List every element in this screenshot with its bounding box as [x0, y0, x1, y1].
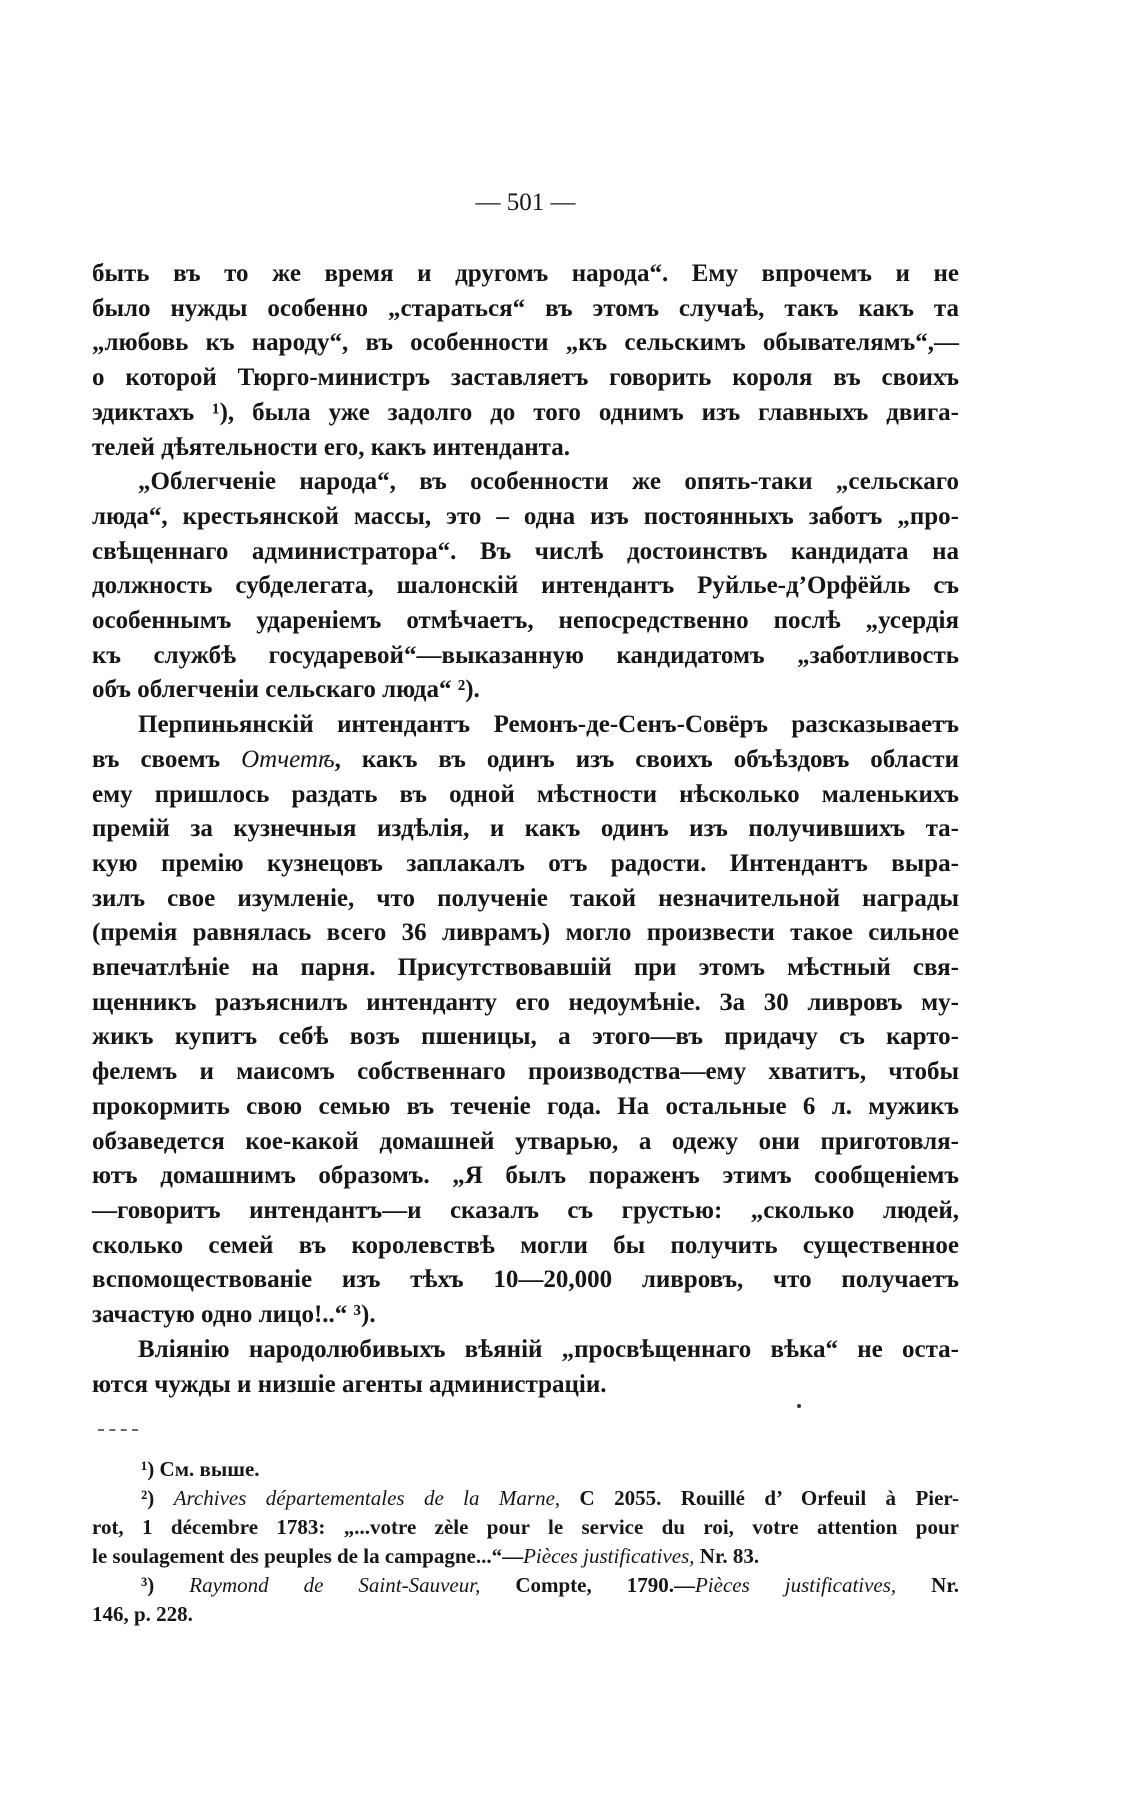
text-line	[92, 673, 959, 708]
footnote-line	[92, 1571, 959, 1600]
text-run: впечатлѣніе на парня. Присутствовавшій при этомъ мѣстный свя-	[92, 954, 959, 982]
text-line	[92, 1333, 959, 1368]
text-line	[92, 1020, 959, 1055]
italic-text: Raymond de Saint-Sauveur,	[189, 1573, 481, 1597]
footnote-line	[92, 1542, 959, 1571]
text-line	[92, 708, 959, 743]
text-run: люда“, крестьянской массы, это – одна изъ постоянныхъ заботъ „про-	[92, 502, 959, 530]
ink-speck	[797, 1404, 801, 1408]
text-run: телей дѣятельности его, какъ интенданта.	[92, 433, 570, 461]
text-run: щенникъ разъяснилъ интенданту его недоумѣніе. За 30 ливровъ му-	[92, 988, 959, 1016]
italic-text: Pièces justificatives,	[523, 1544, 695, 1568]
text-line	[92, 986, 959, 1021]
text-run: , какъ въ одинъ изъ своихъ объѣздовъ области	[334, 745, 959, 773]
text-line	[92, 1159, 959, 1194]
text-run: Nr. 83.	[694, 1544, 760, 1568]
footnote	[92, 1455, 959, 1484]
text-line	[92, 569, 959, 604]
text-run: Перпиньянскій интендантъ Ремонъ-де-Сенъ-Совёръ разсказываетъ	[138, 711, 959, 739]
text-line	[92, 396, 959, 431]
text-line	[92, 951, 959, 986]
footnote-line	[92, 1455, 959, 1484]
text-run: „Облегченіе народа“, въ особенности же опять-таки „сельскаго	[138, 468, 959, 496]
text-line	[92, 292, 959, 327]
text-line	[92, 1090, 959, 1125]
italic-text: Pièces justificatives,	[694, 1573, 897, 1597]
text-run: жикъ купитъ себѣ возъ пшеницы, а этого—въ придачу съ карто-	[92, 1023, 959, 1051]
text-line	[92, 812, 959, 847]
text-run: обзаведется кое-какой домашней утварью, а одежу они приготовля-	[92, 1127, 959, 1155]
text-run: 146, p. 228.	[92, 1602, 193, 1626]
text-run: ему пришлось раздать въ одной мѣстности нѣсколько маленькихъ	[92, 780, 959, 808]
text-line	[92, 916, 959, 951]
paragraph	[92, 257, 959, 465]
text-run: зилъ свое изумленіе, что полученіе такой незначительной награды	[92, 884, 959, 912]
text-run: ²)	[141, 1486, 174, 1510]
text-run: премій за кузнечныя издѣлія, и какъ одинъ изъ получившихъ та-	[92, 815, 959, 843]
text-run: эдиктахъ ¹), была уже задолго до того однимъ изъ главныхъ двига-	[92, 398, 959, 426]
text-line	[92, 1229, 959, 1264]
text-run: должность субделегата, шалонскій интендантъ Руйлье-д’Орфёйль съ	[92, 572, 959, 600]
text-run: свѣщеннаго администратора“. Въ числѣ достоинствъ кандидата на	[92, 537, 959, 565]
text-line	[92, 326, 959, 361]
text-run: ³)	[141, 1573, 190, 1597]
text-run: объ облегченіи сельскаго люда“ ²).	[92, 676, 480, 704]
footnote	[92, 1484, 959, 1571]
footnotes	[92, 1455, 959, 1629]
text-run: rot, 1 décembre 1783: „...votre zèle pour le service du roi, votre attention pour	[92, 1515, 959, 1539]
text-line	[92, 361, 959, 396]
paragraph	[92, 465, 959, 708]
text-run: фелемъ и маисомъ собственнаго производства—ему хватитъ, чтобы	[92, 1058, 959, 1086]
text-run: о которой Тюрго-министръ заставляетъ говорить короля въ своихъ	[92, 364, 959, 392]
footnote	[92, 1571, 959, 1629]
body-text	[92, 257, 959, 1402]
text-line	[92, 1298, 959, 1333]
text-line	[92, 1194, 959, 1229]
text-run: быть въ то же время и другомъ народа“. Ему впрочемъ и не	[92, 260, 959, 287]
text-run: особеннымъ удареніемъ отмѣчаетъ, непосредственно послѣ „усердія	[92, 607, 959, 635]
text-run: ютъ домашнимъ образомъ. „Я былъ пораженъ этимъ сообщеніемъ	[92, 1162, 959, 1190]
text-run: Compte, 1790.—	[480, 1573, 695, 1597]
text-line	[92, 847, 959, 882]
text-run: le soulagement des peuples de la campagne...“—	[92, 1544, 524, 1568]
text-run: было нужды особенно „стараться“ въ этомъ случаѣ, такъ какъ та	[92, 294, 959, 322]
text-line	[92, 535, 959, 570]
text-run: къ службѣ государевой“—выказанную кандидатомъ „заботливость	[92, 641, 959, 669]
text-run: „любовь къ народу“, въ особенности „къ сельскимъ обывателямъ“,—	[92, 329, 959, 357]
text-line	[92, 1125, 959, 1160]
text-run: Вліянію народолюбивыхъ вѣяній „просвѣщеннаго вѣка“ не оста-	[138, 1335, 959, 1363]
text-run: C 2055. Rouillé d’ Orfeuil à Pier-	[560, 1486, 959, 1510]
text-line	[92, 1055, 959, 1090]
text-run: въ своемъ	[92, 745, 242, 773]
text-line	[92, 882, 959, 917]
footnote-separator	[98, 1429, 138, 1431]
text-line	[92, 639, 959, 674]
text-run: —говоритъ интендантъ—и сказалъ съ грустью: „сколько людей,	[92, 1196, 959, 1224]
text-run: Nr.	[896, 1573, 959, 1597]
footnote-line	[92, 1600, 959, 1629]
text-run: вспомоществованіе изъ тѣхъ 10—20,000 ливровъ, что получаетъ	[92, 1266, 959, 1294]
italic-text: Отчетѣ	[241, 745, 335, 773]
text-run: кую премію кузнецовъ заплакалъ отъ радости. Интендантъ выра-	[92, 849, 959, 877]
text-run: зачастую одно лицо!..“ ³).	[92, 1301, 376, 1329]
paragraph	[92, 708, 959, 1333]
text-line	[92, 604, 959, 639]
text-run: ются чужды и низшіе агенты администраціи.	[92, 1370, 607, 1398]
text-run: (премія равнялась всего 36 ливрамъ) могло произвести такое сильное	[92, 919, 959, 947]
footnote-line	[92, 1484, 959, 1513]
text-line	[92, 1368, 959, 1403]
text-line	[92, 257, 959, 292]
text-line	[92, 500, 959, 535]
text-line	[92, 743, 959, 778]
text-run: ¹) См. выше.	[141, 1457, 260, 1481]
paragraph	[92, 1333, 959, 1402]
page-number: — 501 —	[475, 189, 576, 216]
text-run: прокормить свою семью въ теченіе года. На остальные 6 л. мужикъ	[92, 1092, 959, 1120]
text-line	[92, 1263, 959, 1298]
text-line	[92, 465, 959, 500]
italic-text: Archives départementales de la Marne,	[173, 1486, 561, 1510]
text-line	[92, 778, 959, 813]
text-line	[92, 431, 959, 466]
footnote-line	[92, 1513, 959, 1542]
text-run: сколько семей въ королевствѣ могли бы получить существенное	[92, 1231, 959, 1259]
